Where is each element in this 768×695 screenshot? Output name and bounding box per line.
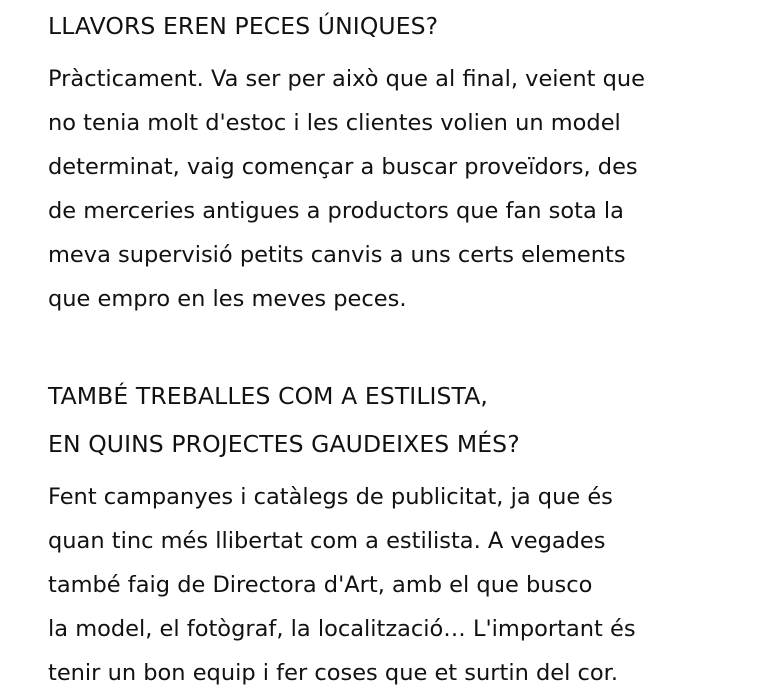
- answer-line: quan tinc més llibertat com a estilista. A vegades: [48, 528, 606, 554]
- answer-paragraph-2: [48, 475, 636, 695]
- question-heading-2: [48, 372, 520, 468]
- answer-line: no tenia molt d'estoc i les clientes volien un model: [48, 110, 621, 136]
- answer-line: que empro en les meves peces.: [48, 286, 407, 312]
- answer-line: de merceries antigues a productors que fan sota la: [48, 198, 624, 224]
- answer-line: Pràcticament. Va ser per això que al final, veient que: [48, 66, 645, 92]
- answer-line: tenir un bon equip i fer coses que et surtin del cor.: [48, 660, 619, 686]
- question-line: EN QUINS PROJECTES GAUDEIXES MÉS?: [48, 430, 520, 458]
- question-heading-1: [48, 2, 438, 50]
- answer-line: Fent campanyes i catàlegs de publicitat, ja que és: [48, 484, 613, 510]
- answer-paragraph-1: [48, 57, 645, 321]
- question-line: LLAVORS EREN PECES ÚNIQUES?: [48, 12, 439, 40]
- question-line: TAMBÉ TREBALLES COM A ESTILISTA,: [48, 382, 488, 410]
- answer-line: determinat, vaig començar a buscar proveïdors, des: [48, 154, 638, 180]
- answer-line: també faig de Directora d'Art, amb el que busco: [48, 572, 593, 598]
- answer-line: la model, el fotògraf, la localització… L'important és: [48, 616, 636, 642]
- answer-line: meva supervisió petits canvis a uns certs elements: [48, 242, 626, 268]
